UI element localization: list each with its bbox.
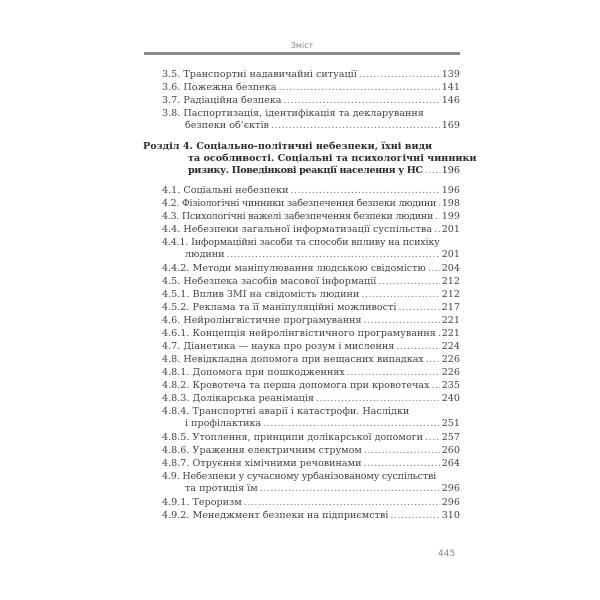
- entry-number: 4.9.2.: [162, 510, 190, 521]
- entry-title: Нейролінгвістичне програмування: [183, 315, 362, 326]
- toc-entry: [162, 497, 460, 509]
- toc-entry: [162, 315, 460, 327]
- chapter-title-line: та особливості. Соціальні та психологічні чинники: [188, 153, 477, 164]
- entry-page: 201: [441, 224, 460, 235]
- toc-entry: [162, 432, 460, 444]
- toc-entry: [162, 276, 460, 288]
- entry-number: 3.5.: [162, 69, 181, 80]
- entry-page: 196: [441, 165, 460, 176]
- toc-entry: [162, 69, 460, 81]
- toc-entry: [162, 471, 460, 495]
- entry-title: Небезпеки у сучасному урбанізованому суспільстві: [182, 471, 437, 482]
- entry-number: 4.8.2.: [162, 380, 190, 391]
- leader-dots: [396, 341, 439, 353]
- entry-page: 204: [441, 263, 460, 274]
- leader-dots: [347, 367, 440, 379]
- entry-title-continued: безпеки об’єктів: [185, 120, 269, 131]
- entry-title: Транспортні надавичайні ситуації: [183, 69, 357, 80]
- entry-number: 4.6.1.: [162, 328, 190, 339]
- entry-number: 4.7.: [162, 341, 181, 352]
- entry-number: 4.9.1.: [162, 497, 190, 508]
- toc-entry: [162, 341, 460, 353]
- entry-page: 212: [441, 276, 460, 287]
- entry-page: 212: [441, 289, 460, 300]
- entry-title: Паспортизація, ідентифікація та декларування: [183, 108, 424, 119]
- leader-dots: [364, 315, 440, 327]
- entry-page: 264: [441, 458, 460, 469]
- entry-number: 4.2.: [162, 198, 180, 209]
- chapter-title-line: ризику. Поведінкові реакції населення у НС: [188, 165, 423, 176]
- entry-title: Інформаційні засоби та способи впливу на психіку: [191, 237, 440, 248]
- entry-number: 4.5.1.: [162, 289, 190, 300]
- entry-number: 4.8.1.: [162, 367, 190, 378]
- chapter-title-line: Розділ 4. Соціально-політичні небезпеки, їхні види: [143, 141, 433, 152]
- toc-entry: [162, 263, 460, 275]
- entry-number: 4.4.: [162, 224, 181, 235]
- entry-number: 4.8.6.: [162, 445, 190, 456]
- entry-title: Ураження електричним струмом: [192, 445, 362, 456]
- entry-page: 251: [441, 418, 460, 429]
- leader-dots: [378, 276, 439, 288]
- entry-page: 141: [441, 82, 460, 93]
- entry-page: 146: [441, 95, 460, 106]
- leader-dots: [291, 185, 440, 197]
- entry-number: 3.7.: [162, 95, 181, 106]
- chapter-heading: [143, 141, 477, 177]
- leader-dots: [390, 510, 439, 522]
- leader-dots: [425, 165, 440, 177]
- leader-dots: [227, 249, 440, 261]
- entry-title: Соціальні небезпеки: [183, 185, 289, 196]
- entry-title: Реклама та її маніпуляційні можливості: [192, 302, 397, 313]
- entry-title-continued: та протидія їм: [185, 483, 258, 494]
- entry-number: 4.1.: [162, 185, 181, 196]
- entry-title: Транспортні аварії і катастрофи. Наслідки: [192, 406, 410, 417]
- leader-dots: [438, 328, 440, 340]
- entry-title: Вплив ЗМІ на свідомість людини: [192, 289, 360, 300]
- toc-entry: [162, 302, 460, 314]
- entry-title: Менеджмент безпеки на підприємстві: [192, 510, 389, 521]
- leader-dots: [438, 198, 440, 210]
- leader-dots: [316, 393, 440, 405]
- entry-page: 221: [441, 315, 460, 326]
- leader-dots: [271, 120, 440, 132]
- page-number: 445: [438, 549, 456, 559]
- leader-dots: [426, 354, 440, 366]
- entry-number: 4.8.: [162, 354, 181, 365]
- toc-entry: [162, 380, 460, 392]
- entry-page: 199: [441, 211, 460, 222]
- toc-entry: [162, 406, 460, 430]
- entry-number: 4.4.2.: [162, 263, 190, 274]
- leader-dots: [434, 224, 440, 236]
- entry-number: 4.8.7.: [162, 458, 190, 469]
- toc-entry: [162, 445, 460, 457]
- entry-page: 196: [441, 185, 460, 196]
- entry-number: 4.6.: [162, 315, 181, 326]
- entry-title: Утоплення, принципи долікарської допомоги: [192, 432, 424, 443]
- header-rule: [144, 52, 460, 55]
- toc-entry: [162, 185, 460, 197]
- entry-title: Небезпека засобів масової інформації: [183, 276, 377, 287]
- entry-title: Кровотеча та перша допомога при кровотечах: [192, 380, 430, 391]
- entry-title: Методи маніпулювання людською свідомістю: [192, 263, 426, 274]
- leader-dots: [425, 432, 440, 444]
- leader-dots: [284, 95, 440, 107]
- leader-dots: [435, 211, 440, 223]
- toc-entry: [162, 95, 460, 107]
- entry-title: Допомога при пошкодженнях: [192, 367, 345, 378]
- leader-dots: [398, 302, 439, 314]
- toc-entry: [162, 108, 460, 132]
- entry-title: Отруєння хімічними речовинами: [192, 458, 362, 469]
- leader-dots: [361, 289, 439, 301]
- leader-dots: [428, 263, 440, 275]
- toc-entry: [162, 198, 460, 210]
- toc-entry: [162, 211, 460, 223]
- entry-page: 240: [441, 393, 460, 404]
- entry-page: 226: [441, 354, 460, 365]
- toc-entry: [162, 224, 460, 236]
- toc-entry: [162, 354, 460, 366]
- entry-number: 4.9.: [162, 471, 180, 482]
- entry-page: 310: [441, 510, 460, 521]
- leader-dots: [260, 483, 440, 495]
- toc-entry: [162, 367, 460, 379]
- entry-title-continued: і профілактика: [185, 418, 262, 429]
- entry-page: 217: [441, 302, 460, 313]
- leader-dots: [278, 82, 439, 94]
- entry-number: 4.4.1.: [162, 237, 189, 248]
- toc-entry: [162, 82, 460, 94]
- entry-page: 139: [441, 69, 460, 80]
- entry-number: 4.5.: [162, 276, 181, 287]
- entry-title-continued: людини: [185, 249, 225, 260]
- leader-dots: [244, 497, 440, 509]
- toc-entry: [162, 510, 460, 522]
- entry-page: 201: [441, 249, 460, 260]
- entry-title: Невідкладна допомога при нещасних випадках: [183, 354, 424, 365]
- leader-dots: [432, 380, 440, 392]
- entry-number: 3.8.: [162, 108, 181, 119]
- entry-title: Фізіологічні чинники забезпечення безпеки людини: [181, 198, 437, 209]
- running-head: Зміст: [290, 41, 314, 50]
- toc-entry: [162, 328, 460, 340]
- entry-title: Пожежна безпека: [183, 82, 277, 93]
- entry-page: 224: [441, 341, 460, 352]
- entry-page: 296: [441, 483, 460, 494]
- entry-title: Радіаційна безпека: [183, 95, 282, 106]
- entry-title: Концепція нейролінгвістичного програмування: [192, 328, 436, 339]
- leader-dots: [359, 69, 440, 81]
- toc-entry: [162, 393, 460, 405]
- entry-page: 169: [441, 120, 460, 131]
- entry-title: Долікарська реанімація: [192, 393, 314, 404]
- toc-entry: [162, 237, 460, 261]
- entry-page: 226: [441, 367, 460, 378]
- entry-page: 198: [441, 198, 460, 209]
- entry-number: 4.8.4.: [162, 406, 190, 417]
- leader-dots: [364, 458, 440, 470]
- entry-page: 296: [441, 497, 460, 508]
- entry-title: Небезпеки загальної інформатизації суспільства: [183, 224, 432, 235]
- entry-number: 3.6.: [162, 82, 181, 93]
- entry-title: Діанетика — наука про розум і мислення: [183, 341, 395, 352]
- entry-number: 4.8.5.: [162, 432, 190, 443]
- entry-page: 221: [441, 328, 460, 339]
- leader-dots: [364, 445, 440, 457]
- entry-number: 4.5.2.: [162, 302, 190, 313]
- toc-entry: [162, 289, 460, 301]
- entry-number: 4.3.: [162, 211, 180, 222]
- toc-entry: [162, 458, 460, 470]
- entry-page: 235: [441, 380, 460, 391]
- entry-title: Тероризм: [192, 497, 242, 508]
- entry-number: 4.8.3.: [162, 393, 190, 404]
- entry-title: Психологічні важелі забезпечення безпеки людини: [181, 211, 434, 222]
- leader-dots: [263, 418, 439, 430]
- entry-page: 257: [441, 432, 460, 443]
- entry-page: 260: [441, 445, 460, 456]
